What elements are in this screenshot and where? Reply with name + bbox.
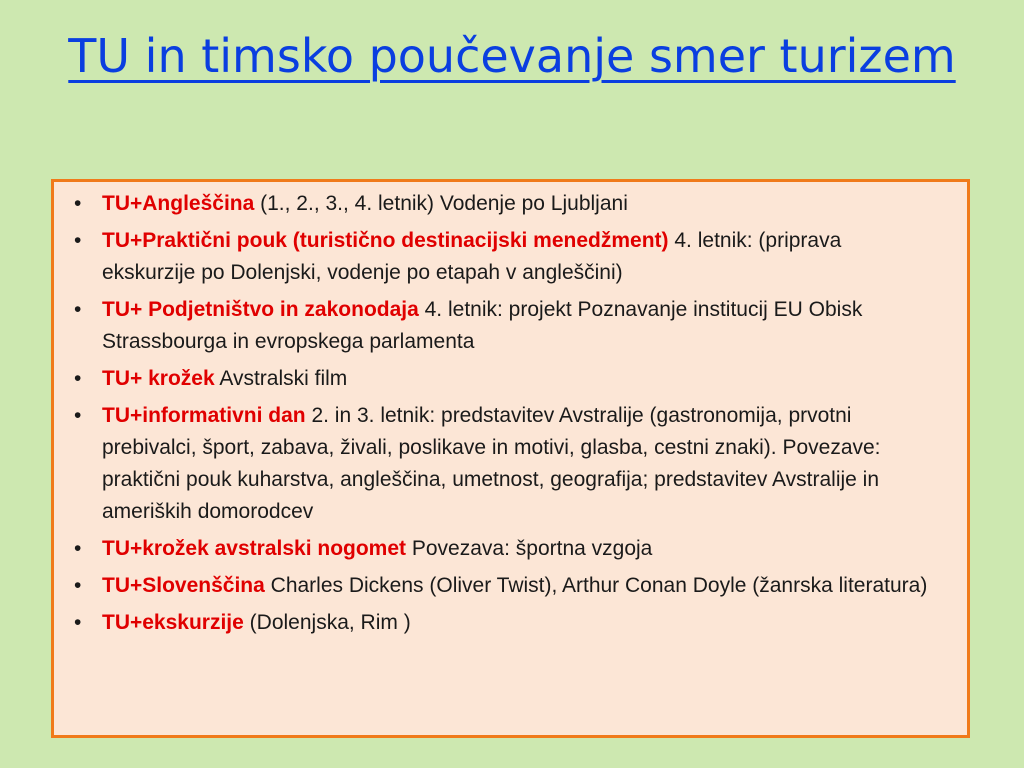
list-item [74, 294, 937, 358]
item-text: 4. letnik: projekt Poznavanje institucij EU Obisk Strassbourga in evropskega parlamenta [102, 298, 863, 353]
item-text: Povezava: športna vzgoja [406, 537, 653, 560]
item-highlight: TU+informativni dan [102, 404, 306, 427]
item-highlight: TU+Angleščina [102, 192, 255, 215]
item-highlight: TU+ krožek [102, 367, 215, 390]
list-item [74, 400, 937, 528]
bullet-icon: • [74, 611, 82, 634]
item-text: (Dolenjska, Rim ) [243, 611, 411, 634]
list-item [74, 570, 937, 602]
list-item [74, 363, 937, 395]
bullet-icon: • [74, 404, 82, 427]
bullet-list [74, 188, 937, 639]
bullet-icon: • [74, 229, 82, 252]
list-item [74, 607, 937, 639]
item-highlight: TU+ekskurzije [102, 611, 244, 634]
item-text: 2. in 3. letnik: predstavitev Avstralije (gastronomija, prvotni prebivalci, šport, zabava, živali, poslikave in motivi, glasba, cestni znaki). Povezave: praktični pouk kuharstva, angleščina, umetnost, geografija; predstavitev Avstralije in ameriških domorodcev [102, 404, 881, 523]
list-item [74, 225, 937, 289]
item-highlight: TU+krožek avstralski nogomet [102, 537, 407, 560]
slide-title: TU in timsko poučevanje smer turizem [68, 29, 956, 83]
bullet-icon: • [74, 367, 82, 390]
item-highlight: TU+ Podjetništvo in zakonodaja [102, 298, 419, 321]
bullet-icon: • [74, 298, 82, 321]
item-text: (1., 2., 3., 4. letnik) Vodenje po Ljubljani [254, 192, 628, 215]
list-item [74, 188, 937, 220]
bullet-icon: • [74, 537, 82, 560]
bullet-icon: • [74, 574, 82, 597]
bullet-icon: • [74, 192, 82, 215]
item-highlight: TU+Praktični pouk (turistično destinacijski menedžment) [102, 229, 669, 252]
item-text: Charles Dickens (Oliver Twist), Arthur Conan Doyle (žanrska literatura) [264, 574, 928, 597]
content-box [51, 179, 970, 738]
list-item [74, 533, 937, 565]
item-highlight: TU+Slovenščina [102, 574, 265, 597]
item-text: 4. letnik: (priprava ekskurzije po Dolenjski, vodenje po etapah v angleščini) [102, 229, 842, 284]
item-text: Avstralski film [214, 367, 348, 390]
